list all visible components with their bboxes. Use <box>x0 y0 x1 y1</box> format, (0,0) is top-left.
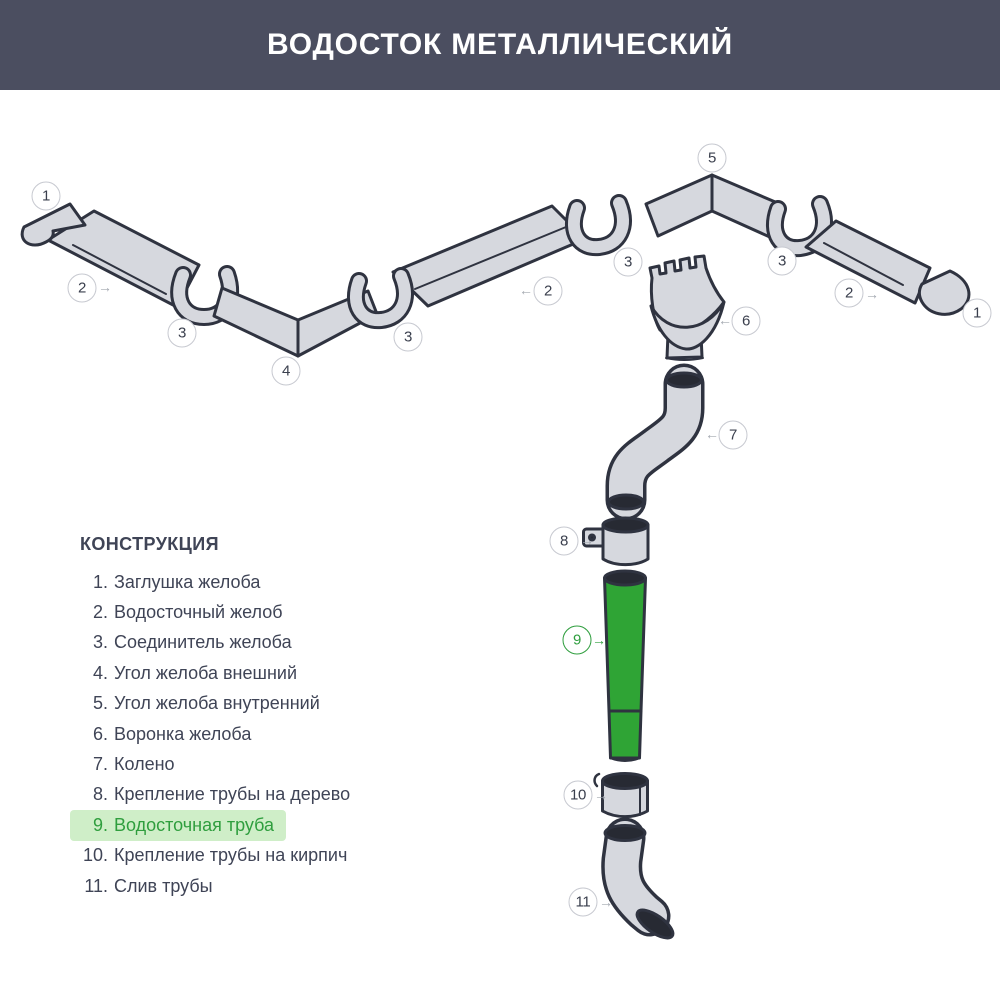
part-corner-inner <box>646 175 780 238</box>
callout-clamp-brick: 10 <box>564 781 593 810</box>
legend-item-label: Крепление трубы на кирпич <box>114 845 348 866</box>
legend-item-label: Крепление трубы на дерево <box>114 784 351 805</box>
callout-funnel: 6 <box>732 307 761 336</box>
callout-end-cap-right: 1 <box>963 299 992 328</box>
legend-item-1 <box>70 567 260 597</box>
arrow-right-icon: → <box>98 279 112 295</box>
arrow-right-icon: → <box>865 286 879 302</box>
callout-outlet: 11 <box>569 888 598 917</box>
legend-item-label: Водосточная труба <box>114 814 275 835</box>
legend-item-11 <box>70 871 213 901</box>
callout-corner-outer: 4 <box>272 357 301 386</box>
part-connector-middle-right <box>574 203 623 247</box>
legend-item-10 <box>70 841 347 871</box>
legend-item-3 <box>70 628 292 658</box>
legend-item-label: Колено <box>114 754 175 775</box>
callout-downpipe: 9 <box>563 626 592 655</box>
legend-item-label: Воронка желоба <box>114 723 252 744</box>
legend-item-number: 2. <box>92 602 108 623</box>
part-funnel <box>650 256 724 360</box>
header-bar <box>0 0 1000 90</box>
arrow-left-icon: ← <box>718 312 732 328</box>
legend-item-label: Соединитель желоба <box>114 632 292 653</box>
legend-item-4 <box>70 658 297 688</box>
legend-item-9-highlighted <box>70 810 286 840</box>
legend-item-6 <box>70 719 251 749</box>
legend-item-number: 7. <box>92 754 108 775</box>
legend-item-2 <box>70 597 283 627</box>
callout-corner-inner: 5 <box>698 144 727 173</box>
arrow-right-icon: → <box>599 894 613 910</box>
callout-end-cap-left: 1 <box>32 182 61 211</box>
legend-item-number: 6. <box>92 723 108 744</box>
legend-list <box>70 567 350 901</box>
part-connector-middle-left <box>356 276 405 320</box>
arrow-right-icon: → <box>594 787 608 803</box>
part-elbow <box>609 373 702 509</box>
callout-connector-right: 3 <box>768 247 797 276</box>
legend-heading: КОНСТРУКЦИЯ <box>80 534 219 554</box>
callout-connector-mid-right: 3 <box>614 248 643 277</box>
legend-item-number: 5. <box>92 693 108 714</box>
pipe-opening <box>667 373 702 387</box>
legend-item-label: Угол желоба внешний <box>114 662 297 683</box>
callout-connector-mid-left: 3 <box>394 323 423 352</box>
legend-item-label: Слив трубы <box>114 875 213 896</box>
callout-gutter-right: 2 <box>835 279 864 308</box>
callout-gutter-middle: 2 <box>534 277 563 306</box>
callout-gutter-left: 2 <box>68 274 97 303</box>
pipe-opening <box>609 495 644 509</box>
legend-item-number: 1. <box>92 571 108 592</box>
callout-connector-left: 3 <box>168 319 197 348</box>
legend-item-number: 10. <box>82 845 108 866</box>
arrow-right-icon: → <box>580 532 594 548</box>
legend-item-label: Заглушка желоба <box>114 571 261 592</box>
legend-item-label: Водосточный желоб <box>114 602 283 623</box>
legend-item-number: 9. <box>92 814 108 835</box>
legend-item-number: 8. <box>92 784 108 805</box>
part-downpipe-highlighted <box>605 571 646 761</box>
callout-clamp-wood: 8 <box>550 527 579 556</box>
page-title: ВОДОСТОК МЕТАЛЛИЧЕСКИЙ <box>267 28 733 61</box>
part-outlet <box>605 826 677 944</box>
legend-item-label: Угол желоба внутренний <box>114 693 320 714</box>
legend-item-7 <box>70 749 175 779</box>
arrow-left-icon: ← <box>705 426 719 442</box>
arrow-left-icon: ← <box>519 282 533 298</box>
arrow-right-icon: → <box>592 632 606 648</box>
legend-item-number: 11. <box>84 875 108 896</box>
legend-item-8 <box>70 780 350 810</box>
legend-item-number: 4. <box>92 662 108 683</box>
legend-item-number: 3. <box>92 632 108 653</box>
legend-item-5 <box>70 689 320 719</box>
callout-elbow: 7 <box>719 421 748 450</box>
